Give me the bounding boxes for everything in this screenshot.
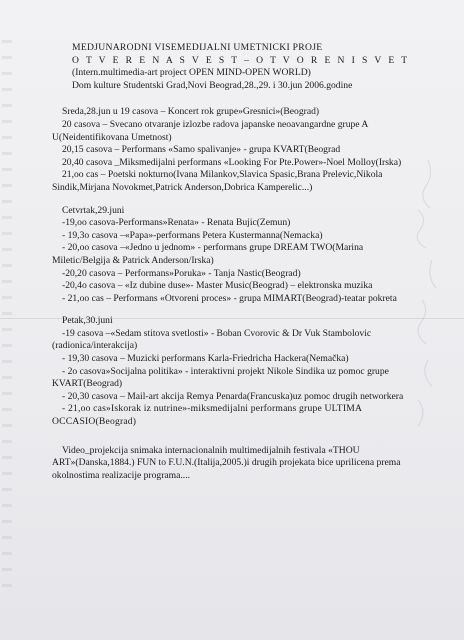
venue-dates: Dom kulture Studentski Grad,Novi Beograd,28.,29. i 30.jun 2006.godine — [72, 79, 353, 91]
day-title: Sreda,28.jun u 19 casova – Koncert rok grupe»Gresnici»(Beograd) — [62, 106, 320, 118]
project-title: MEDJUNARODNI VISEMEDIJALNI UMETNICKI PROJE — [72, 42, 323, 53]
program-item: - 2o casova»Socijalna politika» - interaktivni projekt Nikole Sindika uz pomoc grupe KVART(Beograd) — [52, 365, 389, 390]
program-item: - 21,oo cas – Performans «Otvoreni proces» - grupa MIMART(Beograd)-teatar pokreta — [62, 292, 397, 304]
program-item: 20,15 casova – Performans «Samo spalivanje» - grupa KVART(Beograd — [62, 144, 341, 156]
header-block — [72, 42, 412, 92]
program-item: -20,20 casova – Performans»Poruka» - Tanja Nastic(Beograd) — [62, 267, 301, 279]
day-thursday — [52, 205, 412, 306]
program-item: 20,40 casova _Miksmedijalni performans «Looking For Pte.Power»-Noel Molloy(Irska) — [62, 156, 402, 168]
program-item: - 20,30 casova – Mail-art akcija Remya Penarda(Francuska)uz pomoc drugih networkera — [62, 390, 404, 402]
program-item: - 21,oo cas»Iskorak iz nutrine»-miksmedijalni performans grupe ULTIMA OCCASIO(Beograd) — [52, 403, 362, 428]
day-friday — [52, 315, 412, 428]
day-title: Petak,30.juni — [62, 315, 113, 327]
program-item: - 20,oo casova –«Jedno u jednom» - performans grupe DREAM TWO(Marina Miletic/Belgija & Patrick Anderson/Irska) — [52, 242, 364, 266]
program-item: -19,oo casova-Performans»Renata» - Renata Bujic(Zemun) — [62, 217, 291, 229]
program-item: 21,oo cas – Poetski nokturno(Ivana Milankov,Slavica Spasic,Brana Prelevic,Nikola Sindik,Mirjana Novokmet,Patrick Anderson,Dobrica Kamperelic...) — [52, 169, 383, 193]
program-item: 20 casova – Svecano otvaranje izlozbe radova japanske neoavangardne grupe A U(Neidentifikovana Umetnost) — [52, 118, 368, 143]
program-item: -20,4o casova – «Iz dubine duse»- Master Music(Beograd) – elektronska muzika — [62, 280, 373, 292]
left-edge-marks — [2, 40, 12, 600]
program-item: - 19,3o casova –«Papa»-performans Petera Kustermanna(Nemacka) — [62, 229, 323, 241]
closing-paragraph: Video_projekcija snimaka internacionalnih multimedijalnih festivala «THOU ART»(Danska,1884.) FUN to F.U.N.(Italija,2005.)i drugih projekata bice uprilicena prema okolnostima realizacije programa.... — [52, 444, 401, 481]
program-item: - 19,30 casova – Muzicki performans Karla-Friedricha Hackera(Nemačka) — [62, 353, 349, 365]
document-body — [52, 42, 412, 482]
day-title: Cetvrtak,29.juni — [62, 204, 125, 216]
project-subtitle: O T V E R E N A S V E S T – O T V O R E N I S V E T — [72, 54, 410, 66]
day-wednesday — [52, 106, 412, 194]
program-item: -19 casova –«Sedam stitova svetlosti» - Boban Cvorovic & Dr Vuk Stambolovic (radionica/interakcija) — [52, 327, 372, 352]
project-english-title: (Intern.multimedia-art project OPEN MIND-OPEN WORLD) — [72, 67, 311, 79]
